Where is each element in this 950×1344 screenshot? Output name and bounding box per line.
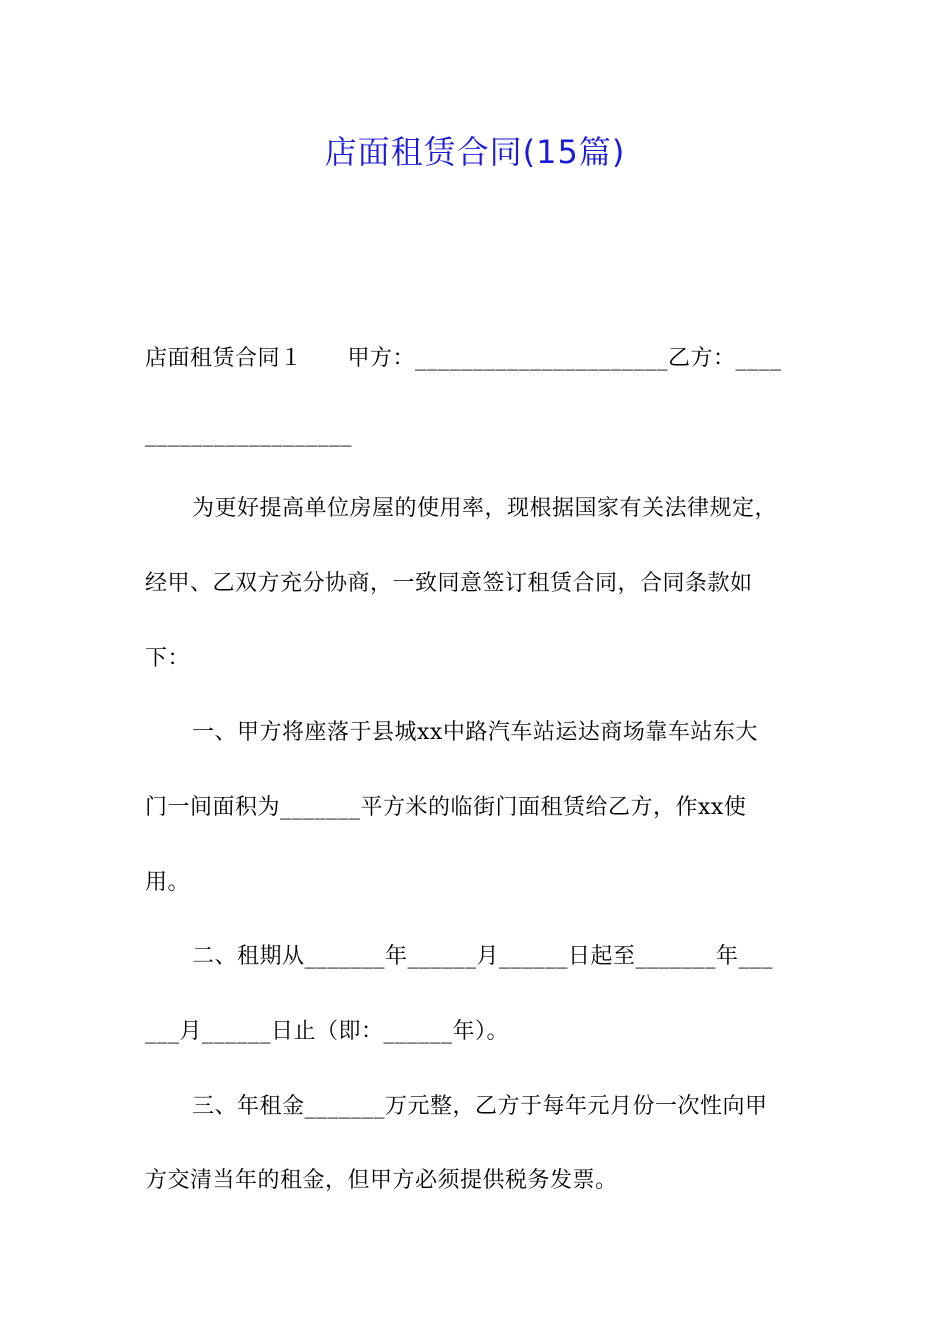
paragraph-line: 下： xyxy=(145,646,191,671)
paragraph-line: 为更好提高单位房屋的使用率，现根据国家有关法律规定， xyxy=(192,496,778,521)
paragraph-line: 一、甲方将座落于县城xx中路汽车站运达商场靠车站东大 xyxy=(192,720,758,745)
paragraph-line: 三、年租金_______万元整，乙方于每年元月份一次性向甲 xyxy=(192,1094,768,1119)
paragraph-line: 经甲、乙双方充分协商，一致同意签订租赁合同，合同条款如 xyxy=(145,571,753,596)
page-title: 店面租赁合同(15篇) xyxy=(324,133,626,171)
paragraph-line: 门一间面积为_______平方米的临街门面租赁给乙方，作xx使 xyxy=(145,795,747,820)
paragraph-line: 用。 xyxy=(145,870,191,895)
paragraph-line: ___月______日止（即：______年）。 xyxy=(145,1019,510,1044)
paragraph-line: 二、租期从_______年______月______日起至_______年___ xyxy=(192,944,774,969)
paragraph-line: 方交清当年的租金，但甲方必须提供税务发票。 xyxy=(145,1168,618,1193)
party-b-blank-line: __________________ xyxy=(145,422,352,447)
contract-heading-line: 店面租赁合同１ 甲方：______________________乙方：____ xyxy=(145,346,782,371)
